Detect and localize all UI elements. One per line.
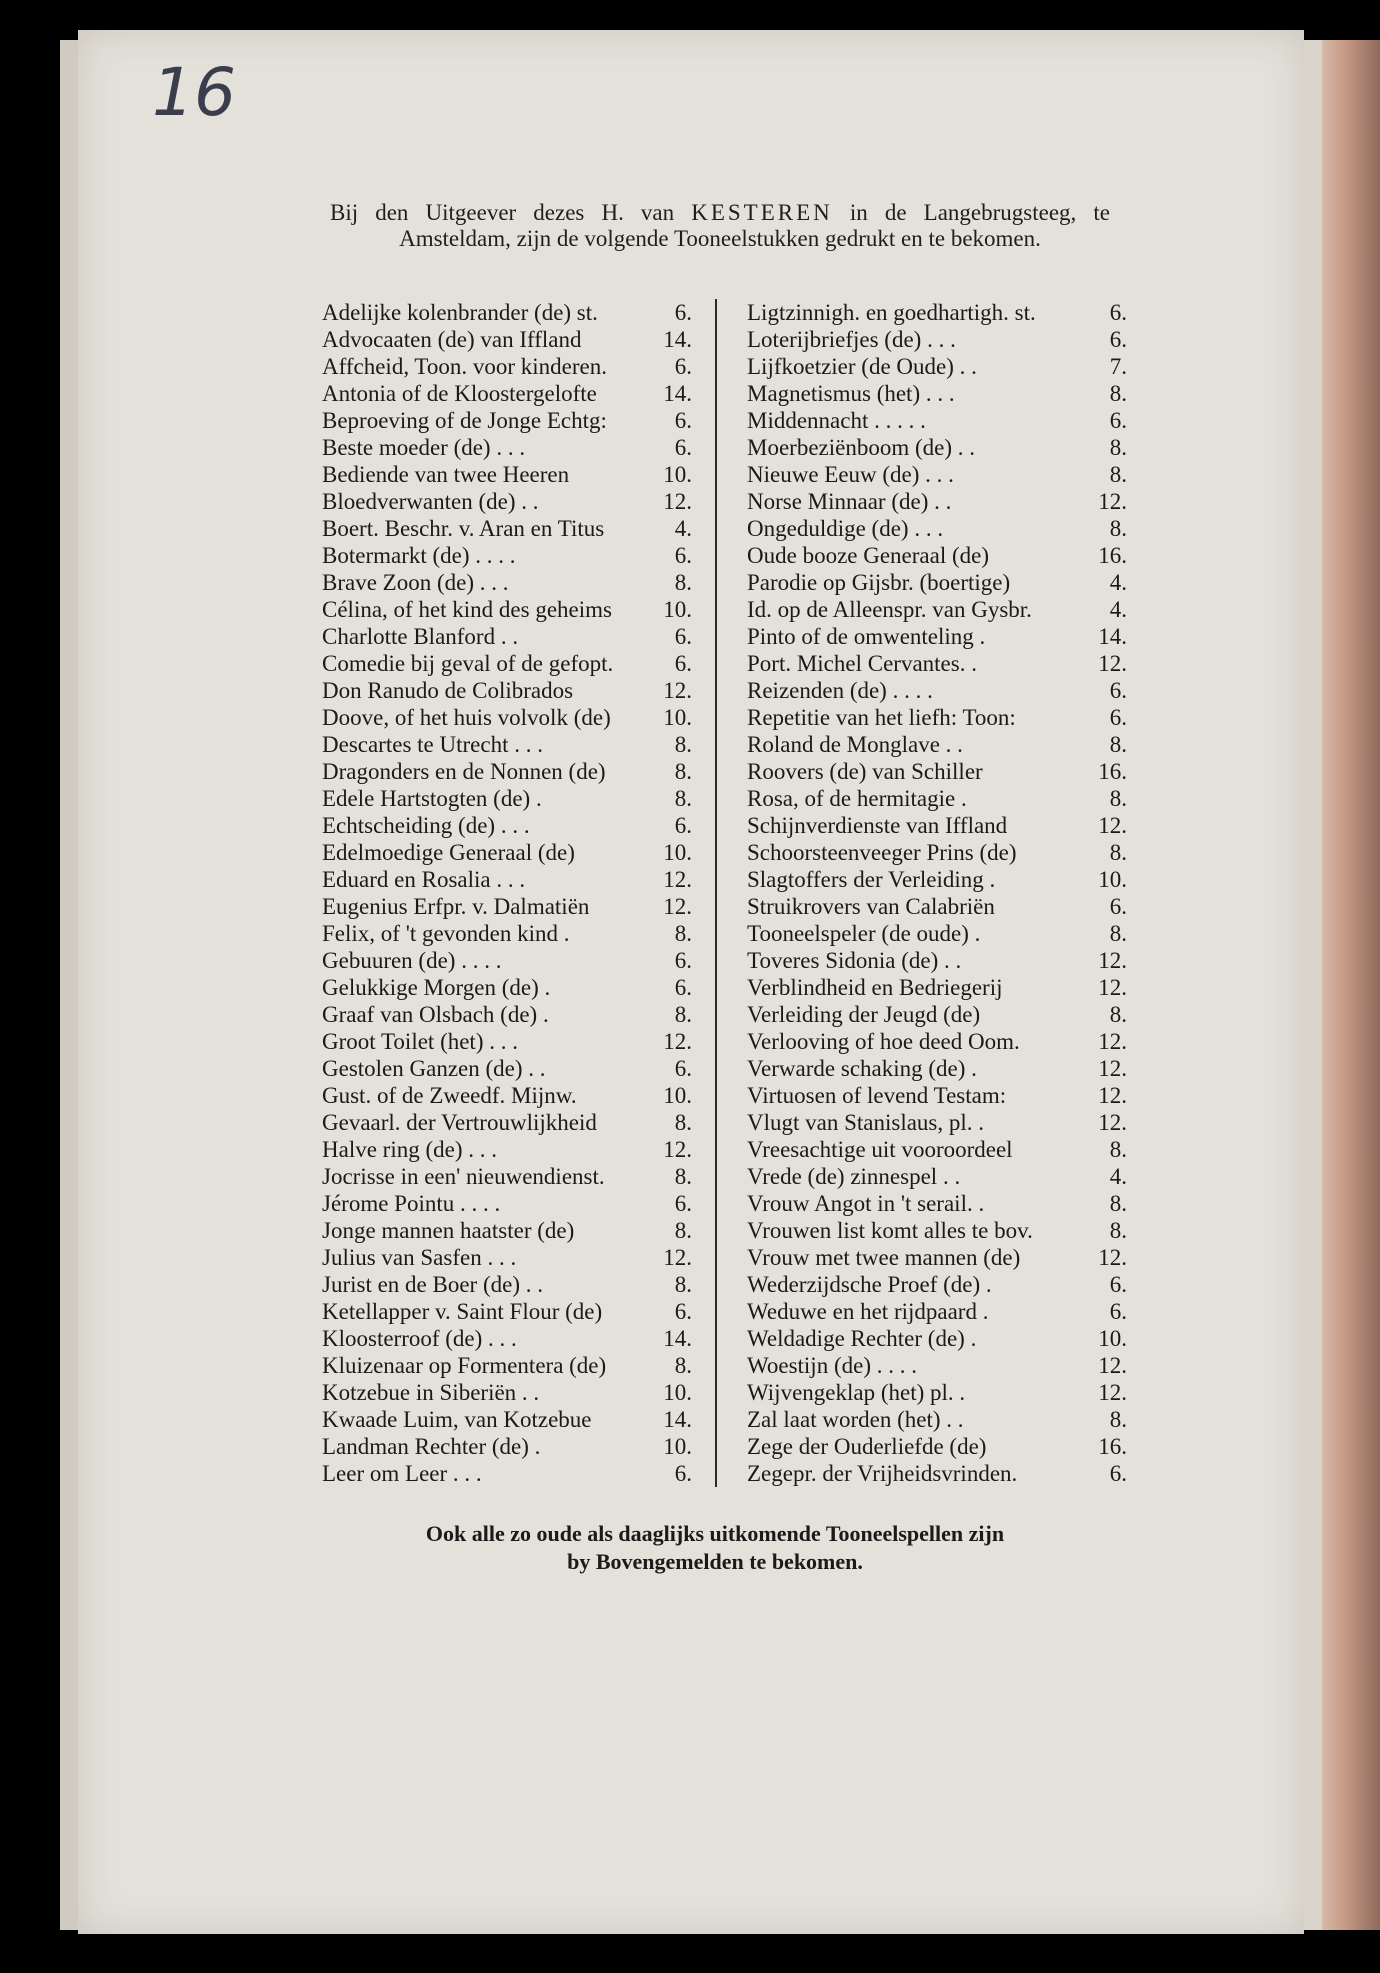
catalog-entry [322, 1163, 692, 1190]
entry-title: Slagtoffers der Verleiding . [747, 867, 996, 892]
catalog-entry [322, 866, 692, 893]
entry-price: 10. [1098, 1326, 1127, 1351]
entry-title: Kloosterroof (de) . . . [322, 1326, 517, 1351]
catalog-entry [747, 542, 1127, 569]
catalog-entry [747, 1082, 1127, 1109]
catalog-entry [322, 542, 692, 569]
catalog-entry [747, 1271, 1127, 1298]
entry-price: 6. [674, 813, 692, 838]
entry-title: Virtuosen of levend Testam: [747, 1083, 1007, 1108]
entry-price: 8. [1109, 381, 1127, 406]
entry-title: Vrouwen list komt alles te bov. [747, 1218, 1033, 1243]
catalog-entry [322, 1433, 692, 1460]
catalog-entry [322, 1352, 692, 1379]
entry-title: Dragonders en de Nonnen (de) [322, 759, 606, 784]
catalog-entry [322, 893, 692, 920]
catalog-entry [322, 839, 692, 866]
entry-price: 6. [674, 1461, 692, 1486]
entry-price: 8. [1109, 1407, 1127, 1432]
entry-title: Loterijbriefjes (de) . . . [747, 327, 956, 352]
entry-title: Roland de Monglave . . [747, 732, 963, 757]
entry-price: 6. [674, 651, 692, 676]
catalog-entry [747, 677, 1127, 704]
catalog-entry [747, 488, 1127, 515]
entry-price: 10. [663, 1434, 692, 1459]
entry-title: Vlugt van Stanislaus, pl. . [747, 1110, 985, 1135]
catalog-entry [322, 461, 692, 488]
entry-title: Weldadige Rechter (de) . [747, 1326, 977, 1351]
entry-title: Middennacht . . . . . [747, 408, 926, 433]
entry-title: Struikrovers van Calabriën [747, 894, 995, 919]
entry-title: Ongeduldige (de) . . . [747, 516, 944, 541]
entry-title: Ligtzinnigh. en goedhartigh. st. [747, 300, 1036, 325]
entry-price: 6. [1109, 678, 1127, 703]
entry-price: 8. [1109, 1191, 1127, 1216]
catalog-entry [322, 1379, 692, 1406]
entry-title: Echtscheiding (de) . . . [322, 813, 530, 838]
entry-price: 8. [1109, 516, 1127, 541]
catalog-entry [322, 704, 692, 731]
catalog-entry [747, 1379, 1127, 1406]
entry-title: Id. op de Alleenspr. van Gysbr. [747, 597, 1032, 622]
catalog-entry [322, 326, 692, 353]
entry-title: Edelmoedige Generaal (de) [322, 840, 575, 865]
entry-title: Charlotte Blanford . . [322, 624, 519, 649]
entry-title: Vrouw met twee mannen (de) [747, 1245, 1021, 1270]
catalog-entry [322, 677, 692, 704]
entry-price: 6. [674, 975, 692, 1000]
column-divider [715, 299, 717, 1487]
entry-price: 12. [663, 867, 692, 892]
entry-price: 8. [674, 759, 692, 784]
entry-title: Eugenius Erfpr. v. Dalmatiën [322, 894, 590, 919]
entry-title: Antonia of de Kloostergelofte [322, 381, 597, 406]
entry-title: Repetitie van het liefh: Toon: [747, 705, 1016, 730]
catalog-entry [747, 785, 1127, 812]
entry-price: 8. [1109, 921, 1127, 946]
entry-price: 8. [674, 1272, 692, 1297]
entry-price: 14. [663, 327, 692, 352]
catalog-entry [322, 380, 692, 407]
entry-title: Gevaarl. der Vertrouwlijkheid [322, 1110, 597, 1135]
entry-title: Don Ranudo de Colibrados [322, 678, 574, 703]
catalog-entry [747, 812, 1127, 839]
entry-title: Gestolen Ganzen (de) . . [322, 1056, 546, 1081]
entry-price: 7. [1109, 354, 1127, 379]
entry-title: Boert. Beschr. v. Aran en Titus [322, 516, 605, 541]
catalog-entry [322, 515, 692, 542]
catalog-entry [747, 1460, 1127, 1487]
entry-price: 12. [663, 1137, 692, 1162]
catalog-entry [747, 380, 1127, 407]
heading [330, 200, 1110, 252]
entry-price: 10. [663, 462, 692, 487]
catalog-entry [747, 326, 1127, 353]
entry-price: 6. [674, 1299, 692, 1324]
entry-title: Doove, of het huis volvolk (de) [322, 705, 611, 730]
entry-price: 12. [1098, 975, 1127, 1000]
catalog-entry [322, 1055, 692, 1082]
entry-price: 8. [674, 1002, 692, 1027]
catalog-entry [747, 893, 1127, 920]
entry-price: 4. [1109, 570, 1127, 595]
entry-price: 12. [663, 1029, 692, 1054]
catalog-entry [322, 920, 692, 947]
entry-title: Felix, of 't gevonden kind . [322, 921, 570, 946]
entry-title: Halve ring (de) . . . [322, 1137, 497, 1162]
catalog-entry [322, 1136, 692, 1163]
entry-price: 6. [674, 408, 692, 433]
entry-title: Célina, of het kind des geheims [322, 597, 612, 622]
entry-title: Rosa, of de hermitagie . [747, 786, 967, 811]
entry-title: Advocaaten (de) van Iffland [322, 327, 582, 352]
entry-price: 10. [1098, 867, 1127, 892]
catalog-entry [322, 1190, 692, 1217]
catalog-entry [747, 1352, 1127, 1379]
catalog-entry [322, 596, 692, 623]
entry-title: Roovers (de) van Schiller [747, 759, 983, 784]
entry-price: 12. [1098, 651, 1127, 676]
entry-title: Graaf van Olsbach (de) . [322, 1002, 549, 1027]
catalog-entry [747, 839, 1127, 866]
catalog-entry [747, 434, 1127, 461]
footer-line-2: by Bovengemelden te bekomen. [567, 1549, 863, 1574]
catalog-entry [747, 353, 1127, 380]
catalog-entry [747, 1406, 1127, 1433]
catalog-entry [322, 731, 692, 758]
entry-title: Vreesachtige uit vooroordeel [747, 1137, 1013, 1162]
entry-title: Edele Hartstogten (de) . [322, 786, 542, 811]
entry-title: Verleiding der Jeugd (de) [747, 1002, 981, 1027]
catalog-entry [747, 1028, 1127, 1055]
entry-price: 12. [663, 1245, 692, 1270]
entry-price: 6. [674, 354, 692, 379]
catalog-entry [747, 623, 1127, 650]
catalog-entry [322, 1325, 692, 1352]
entry-title: Vrede (de) zinnespel . . [747, 1164, 961, 1189]
entry-price: 4. [674, 516, 692, 541]
entry-title: Bloedverwanten (de) . . [322, 489, 539, 514]
entry-title: Gebuuren (de) . . . . [322, 948, 502, 973]
entry-title: Jurist en de Boer (de) . . [322, 1272, 543, 1297]
entry-title: Gust. of de Zweedf. Mijnw. [322, 1083, 577, 1108]
entry-price: 6. [674, 300, 692, 325]
entry-title: Jonge mannen haatster (de) [322, 1218, 575, 1243]
catalog-entry [322, 623, 692, 650]
catalog-entry [747, 515, 1127, 542]
catalog-entry [322, 407, 692, 434]
entry-title: Beproeving of de Jonge Echtg: [322, 408, 607, 433]
entry-price: 6. [674, 1056, 692, 1081]
entry-price: 8. [1109, 732, 1127, 757]
catalog-entry [747, 1190, 1127, 1217]
catalog-entry [747, 1433, 1127, 1460]
entry-title: Verwarde schaking (de) . [747, 1056, 977, 1081]
entry-title: Weduwe en het rijdpaard . [747, 1299, 989, 1324]
catalog-entry [322, 434, 692, 461]
entry-title: Gelukkige Morgen (de) . [322, 975, 551, 1000]
catalog-entry [322, 1109, 692, 1136]
entry-price: 12. [1098, 1083, 1127, 1108]
entry-price: 6. [674, 624, 692, 649]
entry-title: Tooneelspeler (de oude) . [747, 921, 981, 946]
catalog-entry [322, 785, 692, 812]
entry-title: Nieuwe Eeuw (de) . . . [747, 462, 954, 487]
entry-title: Zegepr. der Vrijheidsvrinden. [747, 1461, 1018, 1486]
entry-title: Verblindheid en Bedriegerij [747, 975, 1003, 1000]
entry-price: 8. [674, 1218, 692, 1243]
catalog-entry [747, 407, 1127, 434]
entry-price: 6. [674, 435, 692, 460]
entry-price: 8. [674, 1164, 692, 1189]
catalog-entry [322, 353, 692, 380]
entry-price: 14. [1098, 624, 1127, 649]
catalog-entry [747, 1325, 1127, 1352]
entry-title: Brave Zoon (de) . . . [322, 570, 509, 595]
entry-price: 6. [1109, 894, 1127, 919]
entry-title: Botermarkt (de) . . . . [322, 543, 516, 568]
catalog-entry [322, 1217, 692, 1244]
entry-title: Pinto of de omwenteling . [747, 624, 986, 649]
entry-price: 16. [1098, 1434, 1127, 1459]
entry-title: Magnetismus (het) . . . [747, 381, 955, 406]
entry-price: 6. [1109, 1461, 1127, 1486]
entry-price: 12. [1098, 813, 1127, 838]
entry-price: 14. [663, 1407, 692, 1432]
entry-price: 8. [674, 921, 692, 946]
entry-price: 16. [1098, 543, 1127, 568]
entry-price: 8. [674, 1110, 692, 1135]
entry-title: Wederzijdsche Proef (de) . [747, 1272, 992, 1297]
entry-price: 8. [1109, 786, 1127, 811]
entry-price: 12. [1098, 1380, 1127, 1405]
entry-price: 8. [1109, 1137, 1127, 1162]
entry-price: 6. [674, 948, 692, 973]
entry-price: 12. [1098, 1245, 1127, 1270]
catalog-entry [747, 596, 1127, 623]
catalog-entry [747, 1244, 1127, 1271]
entry-title: Jocrisse in een' nieuwendienst. [322, 1164, 605, 1189]
catalog-entry [747, 1163, 1127, 1190]
entry-price: 12. [1098, 1353, 1127, 1378]
page-number: 16 [152, 54, 236, 131]
catalog-entry [747, 866, 1127, 893]
catalog-entry [322, 1271, 692, 1298]
entry-price: 8. [674, 786, 692, 811]
catalog-entry [747, 569, 1127, 596]
entry-title: Kluizenaar op Formentera (de) [322, 1353, 607, 1378]
entry-price: 4. [1109, 597, 1127, 622]
entry-title: Eduard en Rosalia . . . [322, 867, 526, 892]
catalog-entry [322, 1082, 692, 1109]
catalog-entry [322, 974, 692, 1001]
catalog-entry [322, 1244, 692, 1271]
heading-intro: Bij den Uitgeever dezes H. van [330, 200, 675, 225]
entry-price: 8. [1109, 1218, 1127, 1243]
entry-price: 8. [1109, 462, 1127, 487]
catalog-entry [747, 920, 1127, 947]
catalog-entry [747, 1298, 1127, 1325]
entry-price: 8. [674, 732, 692, 757]
entry-title: Adelijke kolenbrander (de) st. [322, 300, 598, 325]
catalog-entry [322, 1406, 692, 1433]
entry-price: 8. [1109, 435, 1127, 460]
entry-title: Zal laat worden (het) . . [747, 1407, 964, 1432]
entry-price: 10. [663, 705, 692, 730]
entry-price: 8. [1109, 1002, 1127, 1027]
entry-price: 12. [663, 489, 692, 514]
catalog-entry [322, 758, 692, 785]
entry-title: Wijvengeklap (het) pl. . [747, 1380, 966, 1405]
entry-title: Ketellapper v. Saint Flour (de) [322, 1299, 603, 1324]
catalog-entry [322, 299, 692, 326]
catalog-entry [747, 1217, 1127, 1244]
entry-title: Beste moeder (de) . . . [322, 435, 526, 460]
entry-price: 6. [1109, 1299, 1127, 1324]
entry-title: Moerbeziënboom (de) . . [747, 435, 976, 460]
catalog-entry [747, 461, 1127, 488]
entry-price: 10. [663, 840, 692, 865]
play-catalog [322, 299, 1127, 1487]
entry-title: Oude booze Generaal (de) [747, 543, 990, 568]
entry-title: Reizenden (de) . . . . [747, 678, 933, 703]
entry-title: Leer om Leer . . . [322, 1461, 482, 1486]
catalog-entry [322, 1001, 692, 1028]
catalog-entry [747, 758, 1127, 785]
entry-price: 6. [1109, 408, 1127, 433]
entry-price: 6. [674, 1191, 692, 1216]
catalog-entry [747, 704, 1127, 731]
catalog-entry [747, 731, 1127, 758]
entry-title: Port. Michel Cervantes. . [747, 651, 977, 676]
catalog-left-column [322, 299, 692, 1487]
entry-price: 6. [1109, 705, 1127, 730]
entry-title: Kotzebue in Siberiën . . [322, 1380, 540, 1405]
entry-title: Jérome Pointu . . . . [322, 1191, 501, 1216]
footer-note [365, 1520, 1065, 1576]
entry-price: 12. [663, 678, 692, 703]
catalog-entry [322, 947, 692, 974]
entry-price: 6. [1109, 1272, 1127, 1297]
entry-title: Groot Toilet (het) . . . [322, 1029, 518, 1054]
entry-title: Lijfkoetzier (de Oude) . . [747, 354, 977, 379]
entry-price: 14. [663, 1326, 692, 1351]
heading-rest: in de Langebrugsteeg, te Amsteldam, zijn de volgende Tooneelstukken gedrukt en te bekomen. [399, 200, 1110, 251]
catalog-entry [322, 1460, 692, 1487]
entry-price: 12. [1098, 1056, 1127, 1081]
entry-price: 4. [1109, 1164, 1127, 1189]
catalog-entry [747, 299, 1127, 326]
entry-title: Julius van Sasfen . . . [322, 1245, 517, 1270]
entry-price: 12. [663, 894, 692, 919]
entry-price: 10. [663, 1380, 692, 1405]
entry-title: Bediende van twee Heeren [322, 462, 570, 487]
catalog-entry [747, 1055, 1127, 1082]
entry-title: Kwaade Luim, van Kotzebue [322, 1407, 592, 1432]
entry-price: 12. [1098, 1110, 1127, 1135]
catalog-right-column [747, 299, 1127, 1487]
entry-price: 8. [674, 1353, 692, 1378]
entry-price: 14. [663, 381, 692, 406]
catalog-entry [747, 1136, 1127, 1163]
entry-price: 10. [663, 1083, 692, 1108]
catalog-entry [747, 650, 1127, 677]
footer-line-1: Ook alle zo oude als daaglijks uitkomende Tooneelspellen zijn [425, 1521, 1005, 1546]
entry-title: Parodie op Gijsbr. (boertige) [747, 570, 1011, 595]
catalog-entry [322, 569, 692, 596]
entry-price: 12. [1098, 489, 1127, 514]
catalog-entry [322, 812, 692, 839]
entry-title: Toveres Sidonia (de) . . [747, 948, 962, 973]
catalog-entry [322, 650, 692, 677]
catalog-entry [747, 1109, 1127, 1136]
catalog-entry [322, 488, 692, 515]
entry-title: Landman Rechter (de) . [322, 1434, 541, 1459]
catalog-entry [322, 1028, 692, 1055]
entry-title: Descartes te Utrecht . . . [322, 732, 543, 757]
entry-title: Comedie bij geval of de gefopt. [322, 651, 614, 676]
catalog-entry [747, 947, 1127, 974]
entry-price: 12. [1098, 1029, 1127, 1054]
entry-title: Woestijn (de) . . . . [747, 1353, 917, 1378]
catalog-entry [747, 974, 1127, 1001]
entry-title: Vrouw Angot in 't serail. . [747, 1191, 985, 1216]
entry-price: 8. [674, 570, 692, 595]
entry-price: 8. [1109, 840, 1127, 865]
entry-price: 10. [663, 597, 692, 622]
entry-price: 6. [1109, 300, 1127, 325]
entry-title: Verlooving of hoe deed Oom. [747, 1029, 1020, 1054]
entry-title: Affcheid, Toon. voor kinderen. [322, 354, 607, 379]
entry-title: Norse Minnaar (de) . . [747, 489, 952, 514]
publisher-name: KESTEREN [691, 200, 833, 225]
catalog-entry [322, 1298, 692, 1325]
entry-price: 6. [674, 543, 692, 568]
catalog-entry [747, 1001, 1127, 1028]
entry-title: Zege der Ouderliefde (de) [747, 1434, 987, 1459]
entry-title: Schijnverdienste van Iffland [747, 813, 1008, 838]
entry-price: 6. [1109, 327, 1127, 352]
entry-price: 16. [1098, 759, 1127, 784]
entry-title: Schoorsteenveeger Prins (de) [747, 840, 1017, 865]
entry-price: 12. [1098, 948, 1127, 973]
